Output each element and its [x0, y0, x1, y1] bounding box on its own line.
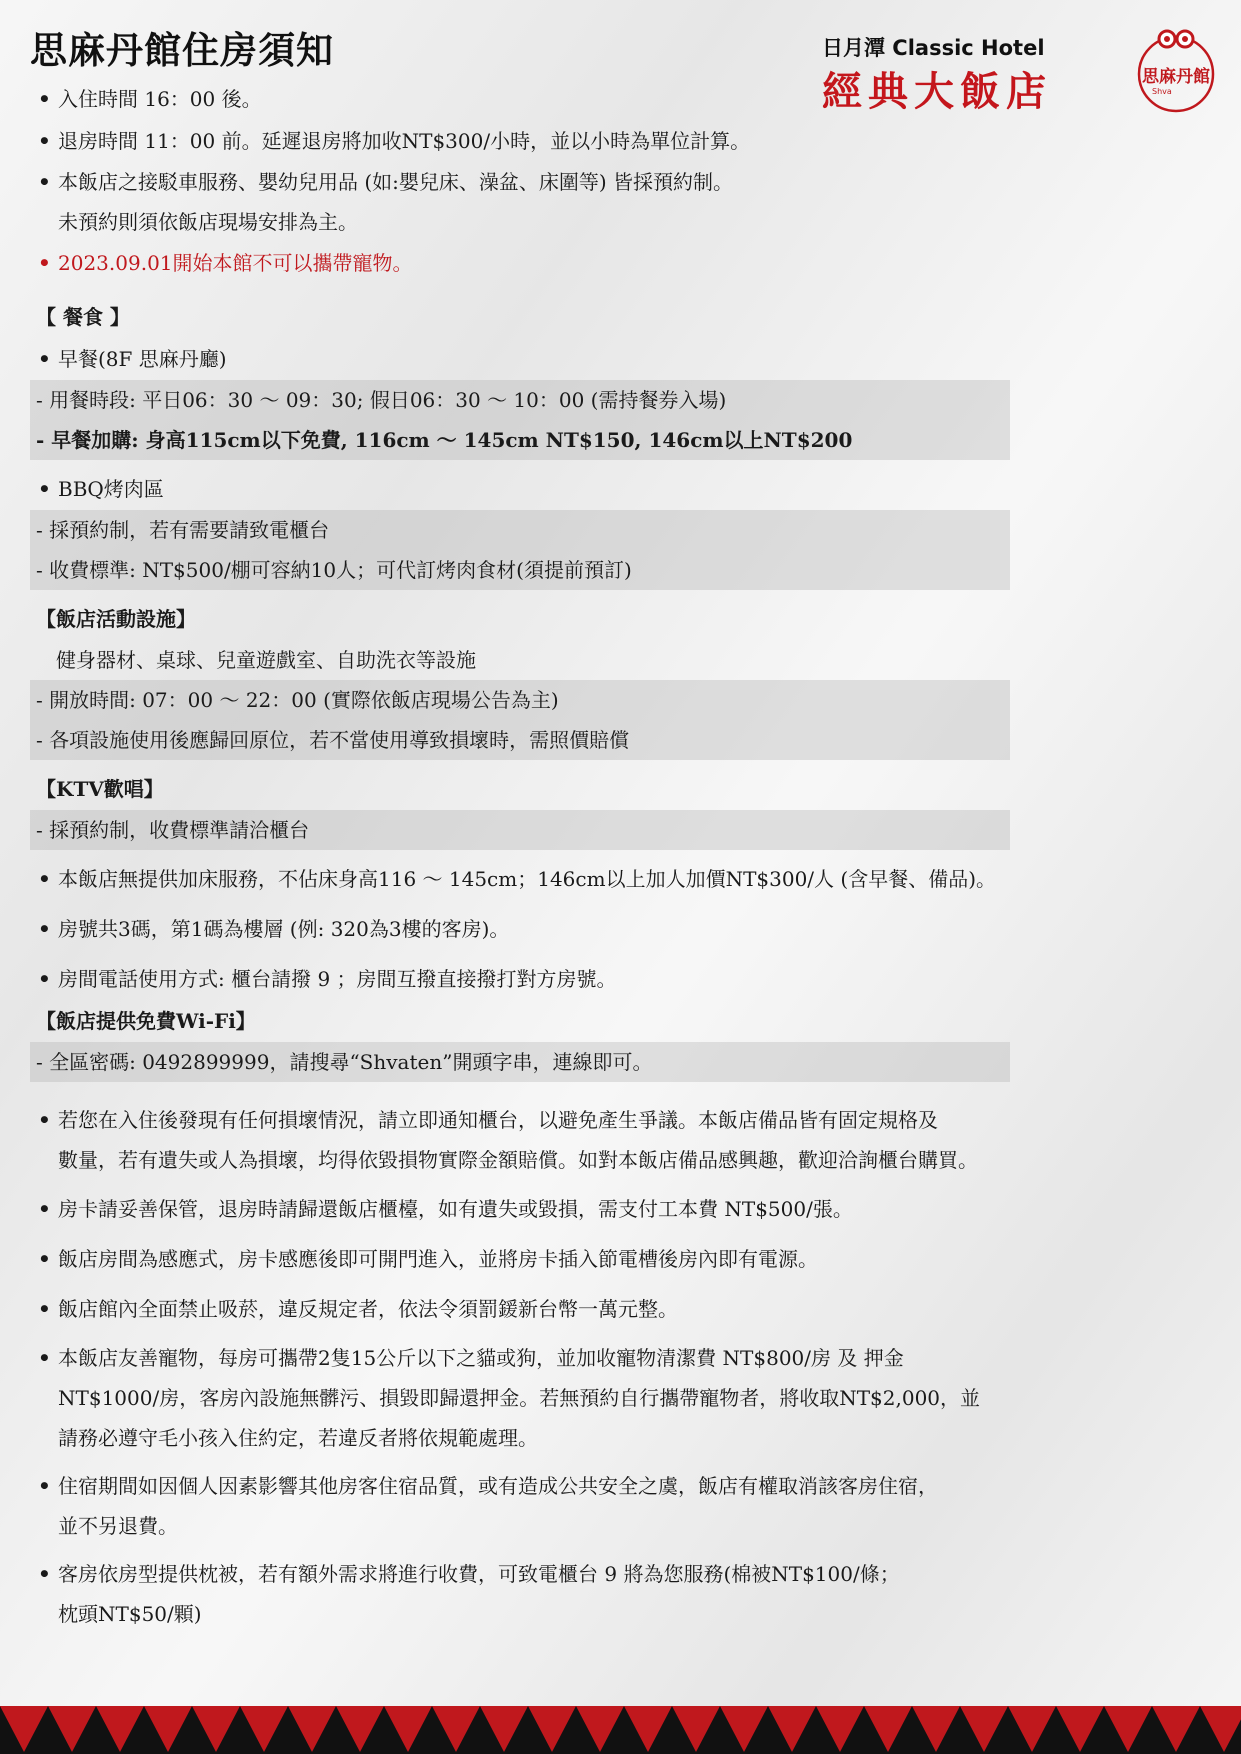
list-item-room-card: • 房卡請妥善保管，退房時請歸還飯店櫃檯，如有遺失或毀損，需支付工本費 NT$500/張。 — [38, 1197, 853, 1221]
bbq-pricing: - 收費標準: NT$500/棚可容納10人；可代訂烤肉食材(須提前預訂) — [30, 550, 1010, 590]
list-item-pet-policy: • 本飯店友善寵物，每房可攜帶2隻15公斤以下之貓或狗，並加收寵物清潔費 NT$800/房 及 押金 NT$1000/房，客房內設施無髒污、損毀即歸還押金。若無預約自行攜帶寵物者，將收取NT$2,000，並 請務必遵守毛小孩入住約定，若違反者將依規範處理。 — [38, 1346, 981, 1450]
facilities-rules: - 各項設施使用後應歸回原位，若不當使用導致損壞時，需照價賠償 — [30, 720, 1010, 760]
list-item-shuttle: • 本飯店之接駁車服務、嬰幼兒用品 (如:嬰兒床、澡盆、床圍等) 皆採預約制。 未預約則須依飯店現場安排為主。 — [38, 170, 734, 234]
logo-chinese-name: 經典大飯店 — [822, 68, 1052, 115]
bbq-reservation: - 採預約制，若有需要請致電櫃台 — [30, 510, 1010, 550]
svg-text:Shva: Shva — [1152, 87, 1172, 96]
section-heading-wifi: 【飯店提供免費Wi-Fi】 — [36, 1009, 256, 1033]
section-heading-facilities: 【飯店活動設施】 — [36, 607, 196, 631]
subheading-bbq: • BBQ烤肉區 — [38, 477, 164, 501]
list-item-sensor-room: • 飯店房間為感應式，房卡感應後即可開門進入，並將房卡插入節電槽後房內即有電源。 — [38, 1247, 818, 1271]
facilities-list: 健身器材、桌球、兒童遊戲室、自助洗衣等設施 — [56, 648, 476, 672]
list-item-no-pets: • 2023.09.01開始本館不可以攜帶寵物。 — [38, 251, 413, 275]
section-heading-dining: 【 餐食 】 — [36, 305, 130, 329]
list-item-no-smoking: • 飯店館內全面禁止吸菸，違反規定者，依法令須罰鍰新台幣一萬元整。 — [38, 1297, 678, 1321]
breakfast-hours: - 用餐時段: 平日06：30 ～ 09：30; 假日06：30 ～ 10：00 (需持餐券入場) — [30, 380, 1010, 420]
subheading-breakfast: • 早餐(8F 思麻丹廳) — [38, 347, 227, 371]
section-heading-ktv: 【KTV歡唱】 — [36, 777, 164, 801]
wifi-password: - 全區密碼: 0492899999，請搜尋“Shvaten”開頭字串，連線即可。 — [30, 1042, 1010, 1082]
list-item-checkin: • 入住時間 16：00 後。 — [38, 87, 262, 111]
list-item-cancellation: • 住宿期間如因個人因素影響其他房客住宿品質，或有造成公共安全之虞，飯店有權取消該客房住宿， 並不另退費。 — [38, 1474, 938, 1538]
notice-content — [0, 78, 1241, 1634]
facilities-hours: - 開放時間: 07：00 ～ 22：00 (實際依飯店現場公告為主) — [30, 680, 1010, 720]
list-item-phone: • 房間電話使用方式: 櫃台請撥 9 ；房間互撥直接撥打對方房號。 — [38, 967, 617, 991]
logo-english-name: 日月潭 Classic Hotel — [822, 36, 1045, 60]
zigzag-border-decoration — [0, 1706, 1241, 1754]
list-item-bedding: • 客房依房型提供枕被，若有額外需求將進行收費，可致電櫃台 9 將為您服務(棉被NT$100/條； 枕頭NT$50/顆) — [38, 1562, 900, 1626]
list-item-extra-bed: • 本飯店無提供加床服務，不佔床身高116 ～ 145cm；146cm以上加人加價NT$300/人 (含早餐、備品)。 — [38, 867, 997, 891]
list-item-checkout: • 退房時間 11：00 前。延遲退房將加收NT$300/小時，並以小時為單位計算。 — [38, 129, 751, 153]
page-title: 思麻丹館住房須知 — [30, 29, 334, 72]
list-item-damage: • 若您在入住後發現有任何損壞情況，請立即通知櫃台，以避免產生爭議。本飯店備品皆有固定規格及 數量，若有遺失或人為損壞，均得依毀損物實際金額賠償。如對本飯店備品感興趣，歡迎洽詢櫃台購買。 — [38, 1108, 978, 1172]
list-item-room-number: • 房號共3碼，第1碼為樓層 (例: 320為3樓的客房)。 — [38, 917, 510, 941]
ktv-reservation: - 採預約制，收費標準請洽櫃台 — [30, 810, 1010, 850]
svg-text:思麻丹館: 思麻丹館 — [1142, 67, 1210, 87]
breakfast-pricing: - 早餐加購: 身高115cm以下免費, 116cm ～ 145cm NT$150, 146cm以上NT$200 — [30, 420, 1010, 460]
